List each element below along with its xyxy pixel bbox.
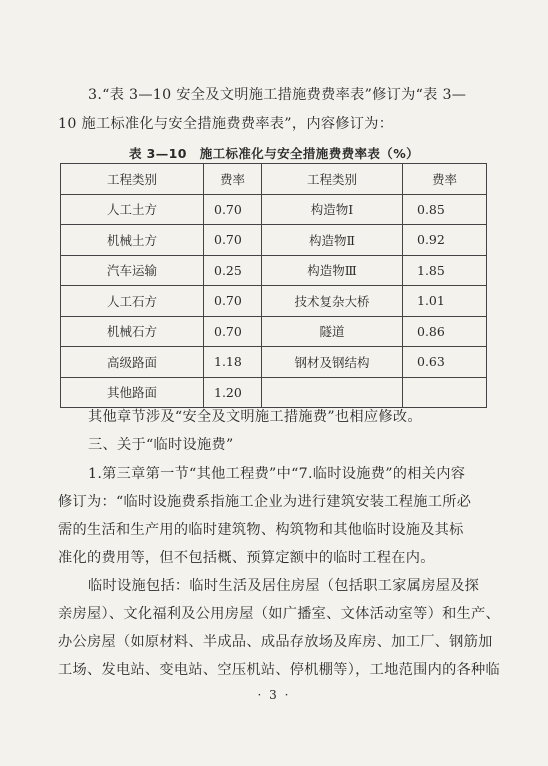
table-cell: 构造物Ⅲ bbox=[262, 255, 403, 286]
table-header: 费率 bbox=[204, 164, 262, 195]
paragraph-line: 3.“表 3—10 安全及文明施工措施费费率表”修订为“表 3— bbox=[88, 87, 467, 103]
table-header: 工程类别 bbox=[262, 164, 403, 195]
table-row bbox=[61, 225, 487, 256]
paragraph-line: 10 施工标准化与安全措施费费率表”，内容修订为： bbox=[58, 116, 394, 132]
paragraph-line: 1.第三章第一节“其他工程费”中“7.临时设施费”的相关内容 bbox=[88, 466, 466, 482]
table-cell: 0.86 bbox=[403, 316, 487, 347]
table-row bbox=[61, 255, 487, 286]
paragraph-line: 临时设施包括：临时生活及居住房屋（包括职工家属房屋及探 bbox=[88, 578, 480, 594]
table-cell: 其他路面 bbox=[61, 377, 204, 408]
fee-rate-table bbox=[60, 163, 487, 408]
table-cell: 钢材及钢结构 bbox=[262, 347, 403, 378]
table-title: 表 3—10 施工标准化与安全措施费费率表（%） bbox=[128, 146, 420, 161]
table-cell: 高级路面 bbox=[61, 347, 204, 378]
paragraph-line: 办公房屋（如原材料、半成品、成品存放场及库房、加工厂、钢筋加 bbox=[58, 634, 493, 650]
table-cell: 1.85 bbox=[403, 255, 487, 286]
table-cell: 0.85 bbox=[403, 194, 487, 225]
table-cell: 0.70 bbox=[204, 316, 262, 347]
table-row bbox=[61, 377, 487, 408]
table-cell: 0.25 bbox=[204, 255, 262, 286]
paragraph-line: 修订为：“临时设施费系指施工企业为进行建筑安装工程施工所必 bbox=[58, 494, 472, 510]
table-cell: 1.20 bbox=[204, 377, 262, 408]
table-cell: 汽车运输 bbox=[61, 255, 204, 286]
table-cell: 构造物Ⅰ bbox=[262, 194, 403, 225]
table-cell: 机械土方 bbox=[61, 225, 204, 256]
table-cell: 技术复杂大桥 bbox=[262, 286, 403, 317]
table-header: 费率 bbox=[403, 164, 487, 195]
table-cell: 0.63 bbox=[403, 347, 487, 378]
table-cell: 人工土方 bbox=[61, 194, 204, 225]
table-cell bbox=[262, 377, 403, 408]
table-cell: 构造物Ⅱ bbox=[262, 225, 403, 256]
table-cell: 0.70 bbox=[204, 225, 262, 256]
table-row bbox=[61, 316, 487, 347]
table-cell: 机械石方 bbox=[61, 316, 204, 347]
table-header: 工程类别 bbox=[61, 164, 204, 195]
paragraph-line: 工场、发电站、变电站、空压机站、停机棚等），工地范围内的各种临 bbox=[58, 662, 501, 678]
table-cell: 1.01 bbox=[403, 286, 487, 317]
table-row bbox=[61, 286, 487, 317]
paragraph-line: 其他章节涉及“安全及文明施工措施费”也相应修改。 bbox=[88, 409, 422, 425]
paragraph-line: 亲房屋）、文化福利及公用房屋（如广播室、文体活动室等）和生产、 bbox=[58, 606, 501, 622]
table-row bbox=[61, 194, 487, 225]
table-cell: 人工石方 bbox=[61, 286, 204, 317]
table-cell: 1.18 bbox=[204, 347, 262, 378]
paragraph-line: 准化的费用等，但不包括概、预算定额中的临时工程在内。 bbox=[58, 550, 435, 566]
table-cell: 0.70 bbox=[204, 286, 262, 317]
section-heading: 三、关于“临时设施费” bbox=[88, 437, 234, 453]
table-header-row bbox=[61, 164, 487, 195]
table-cell: 隧道 bbox=[262, 316, 403, 347]
table-cell: 0.70 bbox=[204, 194, 262, 225]
paragraph-line: 需的生活和生产用的临时建筑物、构筑物和其他临时设施及其标 bbox=[58, 522, 464, 538]
page-number: · 3 · bbox=[257, 688, 291, 702]
table-row bbox=[61, 347, 487, 378]
table-cell: 0.92 bbox=[403, 225, 487, 256]
table-cell bbox=[403, 377, 487, 408]
